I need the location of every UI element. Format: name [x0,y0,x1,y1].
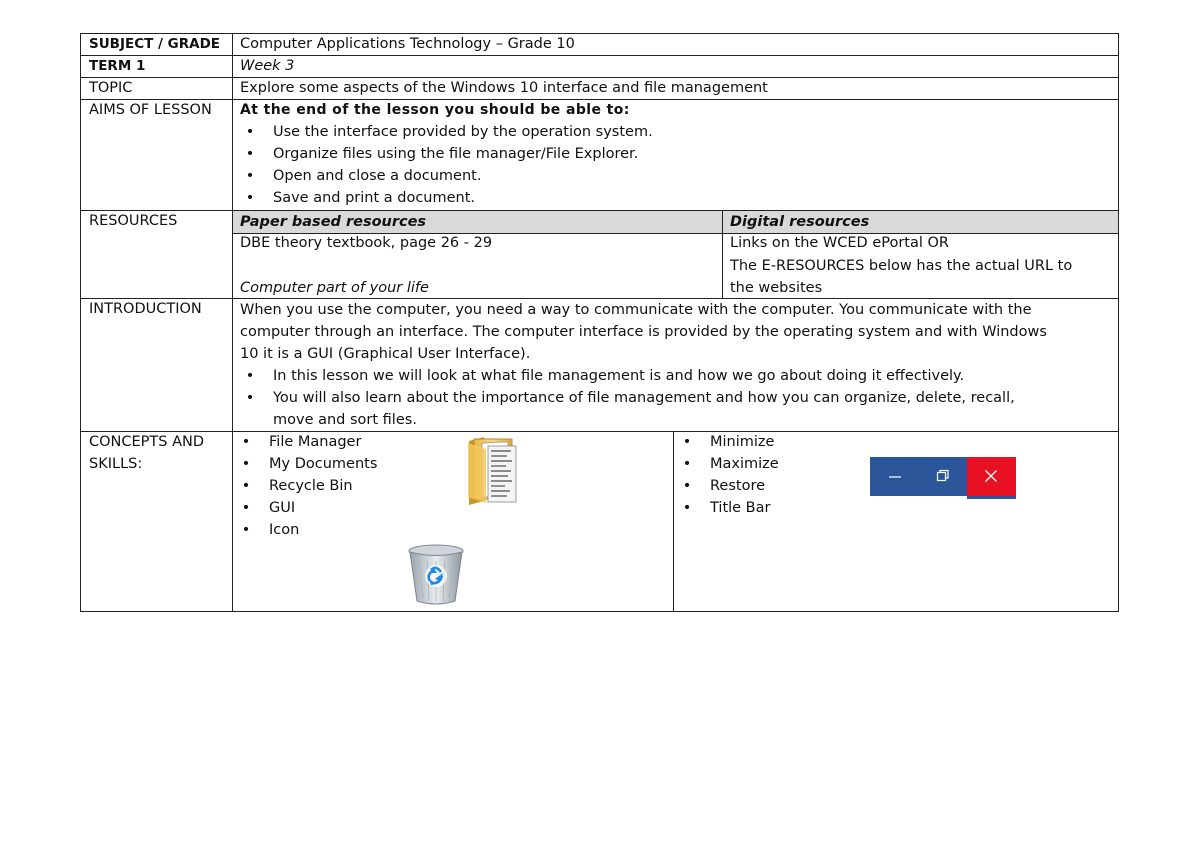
bullet: • [682,456,692,472]
bullet: • [245,146,255,162]
concept-item-text: Maximize [710,456,779,472]
term-value: Week 3 [240,58,295,74]
table-border-right [1118,33,1119,612]
aims-label: AIMS OF LESSON [89,102,212,118]
concept-item-text: Title Bar [710,500,771,516]
table-border-left [80,33,81,612]
bullet: • [245,124,255,140]
minimize-icon [888,471,902,483]
row-divider [80,55,1119,56]
bullet: • [245,168,255,184]
row-divider [80,431,1119,432]
bullet: • [241,522,251,538]
introduction-label: INTRODUCTION [89,301,202,317]
introduction-item-text-continued: move and sort files. [273,412,417,428]
window-controls-illustration [870,457,1016,499]
subject-label: SUBJECT / GRADE [89,36,221,52]
bullet: • [245,368,255,384]
introduction-item-text: You will also learn about the importance of file management and how you can organize, delete, recall, [273,390,1015,406]
digital-resources-header: Digital resources [730,214,870,230]
digital-resource-line: the websites [730,280,823,296]
close-icon [984,469,998,483]
paper-resource-book: Computer part of your life [240,280,429,296]
bullet: • [241,434,251,450]
aims-item-text: Save and print a document. [273,190,476,206]
bullet: • [241,456,251,472]
topic-value: Explore some aspects of the Windows 10 interface and file management [240,80,768,96]
bullet: • [245,390,255,406]
column-divider [722,211,723,299]
table-border-top [80,33,1119,34]
paper-resource-textbook: DBE theory textbook, page 26 - 29 [240,235,493,251]
aims-item-text: Open and close a document. [273,168,482,184]
table-border-bottom [80,611,1119,612]
bullet: • [682,500,692,516]
topic-label: TOPIC [89,80,133,96]
concept-item-text: Minimize [710,434,775,450]
introduction-text-line: computer through an interface. The computer interface is provided by the operating system and with Windows [240,324,1047,340]
introduction-text-line: 10 it is a GUI (Graphical User Interface). [240,346,531,362]
concept-item-text: GUI [269,500,296,516]
paper-resources-header: Paper based resources [240,214,427,230]
concept-item-text: Icon [269,522,300,538]
aims-item-text: Organize files using the file manager/File Explorer. [273,146,639,162]
term-label: TERM 1 [89,58,146,74]
bullet: • [241,500,251,516]
introduction-item-text: In this lesson we will look at what file management is and how we go about doing it effectively. [273,368,965,384]
concept-item-text: Restore [710,478,766,494]
bullet: • [682,478,692,494]
concept-item-text: My Documents [269,456,378,472]
bullet: • [245,190,255,206]
window-controls-bar [870,457,967,496]
concepts-label: CONCEPTS AND [89,434,205,450]
digital-resource-line: The E-RESOURCES below has the actual URL to [730,258,1073,274]
row-divider [80,210,1119,211]
bullet: • [241,478,251,494]
file-explorer-folder-icon [466,435,522,505]
column-divider [232,33,233,612]
subject-value: Computer Applications Technology – Grade 10 [240,36,575,52]
restore-icon [936,469,950,483]
concept-item-text: Recycle Bin [269,478,353,494]
concept-item-text: File Manager [269,434,362,450]
introduction-text-line: When you use the computer, you need a way to communicate with the computer. You communicate with the [240,302,1032,318]
aims-item-text: Use the interface provided by the operation system. [273,124,653,140]
digital-resource-line: Links on the WCED ePortal OR [730,235,950,251]
aims-heading: At the end of the lesson you should be able to: [240,102,630,118]
recycle-bin-icon [405,543,467,607]
bullet: • [682,434,692,450]
window-controls-strip [967,496,1016,499]
resources-label: RESOURCES [89,213,178,229]
column-divider [673,432,674,612]
concepts-label: SKILLS: [89,456,143,472]
